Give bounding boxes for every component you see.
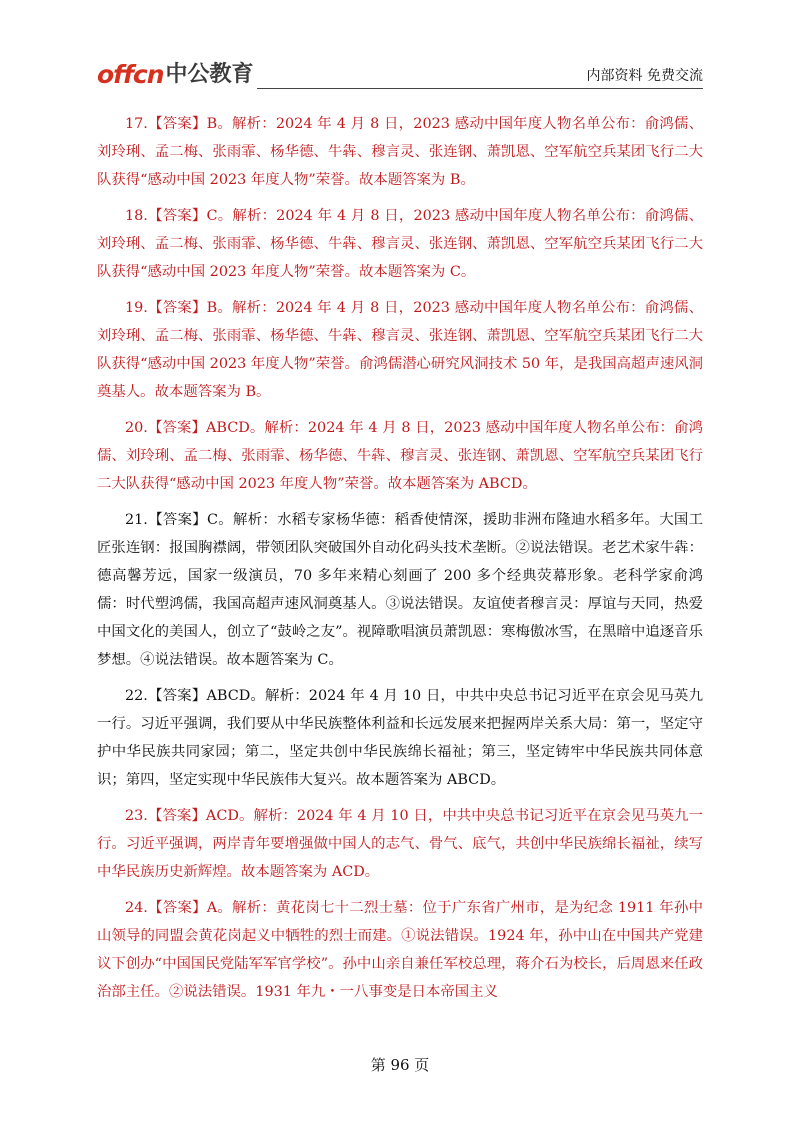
logo-chinese: 中公教育 (165, 62, 254, 87)
answer-19: 19.【答案】B。解析：2024 年 4 月 8 日，2023 感动中国年度人物名单公布：俞鸿儒、刘玲琍、孟二梅、张雨霏、杨华德、牛犇、穆言灵、张连钢、萧凯恩、空军航空兵某团飞行二大队获得“感动中国 2023 年度人物”荣誉。俞鸿儒潜心研究风洞技术 50 年，是我国高超声速风洞奠基人。故本题答案为 B。 (97, 300, 704, 400)
logo-english: offcn (97, 60, 164, 89)
answer-17: 17.【答案】B。解析：2024 年 4 月 8 日，2023 感动中国年度人物名单公布：俞鸿儒、刘玲琍、孟二梅、张雨霏、杨华德、牛犇、穆言灵、张连钢、萧凯恩、空军航空兵某团飞行二大队获得“感动中国 2023 年度人物”荣誉。故本题答案为 B。 (97, 116, 703, 188)
offcn-logo (97, 58, 254, 88)
answer-24: 24.【答案】A。解析：黄花岗七十二烈士墓：位于广东省广州市，是为纪念 1911 年孙中山领导的同盟会黄花岗起义中牺牲的烈士而建。①说法错误。1924 年，孙中山在中国共产党建议下创办“中国国民党陆军军官学校”。孙中山亲自兼任军校总理，蒋介石为校长，后周恩来任政治部主任。②说法错误。1931 年九・一八事变是日本帝国主义 (97, 900, 703, 1000)
answer-23: 23.【答案】ACD。解析：2024 年 4 月 10 日，中共中央总书记习近平在京会见马英九一行。习近平强调，两岸青年要增强做中国人的志气、骨气、底气，共创中华民族绵长福祉，续写中华民族历史新辉煌。故本题答案为 ACD。 (97, 808, 703, 880)
page-number: 第 96 页 (370, 1056, 430, 1074)
answer-22: 22.【答案】ABCD。解析：2024 年 4 月 10 日，中共中央总书记习近平在京会见马英九一行。习近平强调，我们要从中华民族整体利益和长远发展来把握两岸关系大局：第一，坚定守护中华民族共同家园；第二，坚定共创中华民族绵长福祉；第三，坚定铸牢中华民族共同体意识；第四，坚定实现中华民族伟大复兴。故本题答案为 ABCD。 (97, 688, 703, 788)
answer-list (97, 110, 703, 1014)
header-rule (257, 88, 703, 89)
answer-18: 18.【答案】C。解析：2024 年 4 月 8 日，2023 感动中国年度人物名单公布：俞鸿儒、刘玲琍、孟二梅、张雨霏、杨华德、牛犇、穆言灵、张连钢、萧凯恩、空军航空兵某团飞行二大队获得“感动中国 2023 年度人物”荣誉。故本题答案为 C。 (97, 208, 703, 280)
answer-20: 20.【答案】ABCD。解析：2024 年 4 月 8 日，2023 感动中国年度人物名单公布：俞鸿儒、刘玲琍、孟二梅、张雨霏、杨华德、牛犇、穆言灵、张连钢、萧凯恩、空军航空兵某团飞行二大队获得“感动中国 2023 年度人物”荣誉。故本题答案为 ABCD。 (97, 420, 703, 492)
page-header (97, 58, 703, 90)
answer-21: 21.【答案】C。解析：水稻专家杨华德：稻香使情深，援助非洲布隆迪水稻多年。大国工匠张连钢：报国胸襟阔，带领团队突破国外自动化码头技术垄断。②说法错误。老艺术家牛犇：德高馨芳远，国家一级演员，70 多年来精心刻画了 200 多个经典荧幕形象。老科学家俞鸿儒：时代塑鸿儒，我国高超声速风洞奠基人。③说法错误。友谊使者穆言灵：厚谊与天同，热爱中国文化的美国人，创立了“鼓岭之友”。视障歌唱演员萧凯恩：寒梅傲冰雪，在黑暗中追逐音乐梦想。④说法错误。故本题答案为 C。 (97, 512, 703, 668)
header-tag: 内部资料 免费交流 (586, 68, 703, 84)
